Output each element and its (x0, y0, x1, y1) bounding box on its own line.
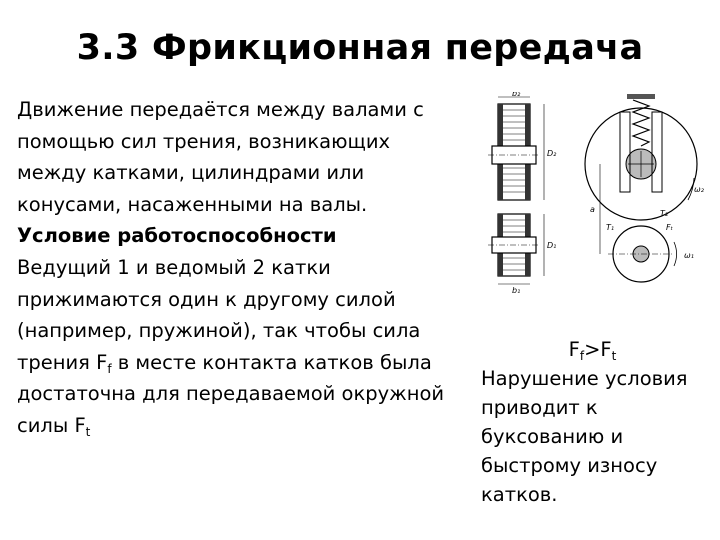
body-line-5: Ведущий 1 и ведомый 2 катки (17, 255, 331, 279)
subheading: Условие работоспособности (17, 224, 337, 248)
description-text (17, 94, 447, 442)
svg-text:T₂: T₂ (660, 209, 669, 218)
svg-text:D₂: D₂ (547, 149, 557, 158)
consequence-line-3: буксованию и (481, 425, 624, 448)
consequence-line-1: Нарушение условия (481, 367, 688, 390)
svg-text:b₁: b₁ (512, 286, 521, 295)
svg-text:a: a (590, 205, 595, 214)
condition-formula (481, 335, 716, 364)
friction-drive-diagram-icon (488, 92, 710, 306)
circumferential-force-subscript: t (85, 424, 91, 439)
friction-force-sub: f (579, 349, 585, 363)
condition-block (481, 335, 716, 509)
body-line-10 (17, 410, 447, 442)
circumferential-force-symbol: F (600, 338, 612, 361)
body-line-8-prefix: трения F (17, 350, 108, 374)
consequence-line-2: приводит к (481, 396, 598, 419)
body-line-3: между катками, цилиндрами или (17, 161, 365, 185)
body-line-6: прижимаются один к другому силой (17, 287, 396, 311)
body-line-8 (17, 347, 447, 379)
body-line-9: достаточна для передаваемой окружной (17, 382, 445, 406)
friction-force-symbol: F (568, 338, 580, 361)
consequence-line-5: катков. (481, 483, 558, 506)
body-line-1: Движение передаётся между валами с (17, 98, 424, 121)
body-line-2: помощью сил трения, возникающих (17, 129, 391, 153)
svg-text:ω₂: ω₂ (694, 185, 704, 194)
friction-force-subscript: f (107, 361, 112, 376)
body-line-10-prefix: силы F (17, 413, 86, 437)
greater-than-operator: > (584, 338, 601, 361)
body-line-8-suffix: в месте контакта катков была (111, 350, 432, 374)
consequence-line-4: быстрому износу (481, 454, 658, 477)
svg-text:b₂: b₂ (512, 92, 521, 98)
slide-title: 3.3 Фрикционная передача (76, 28, 644, 68)
svg-text:ω₁: ω₁ (684, 251, 694, 260)
circumferential-force-sub: t (611, 349, 617, 363)
body-line-7: (например, пружиной), так чтобы сила (17, 319, 421, 343)
svg-text:T₁: T₁ (606, 223, 615, 232)
body-line-4: конусами, насаженными на валы. (17, 192, 368, 216)
svg-text:D₁: D₁ (547, 241, 557, 250)
svg-text:Fₜ: Fₜ (666, 223, 673, 232)
